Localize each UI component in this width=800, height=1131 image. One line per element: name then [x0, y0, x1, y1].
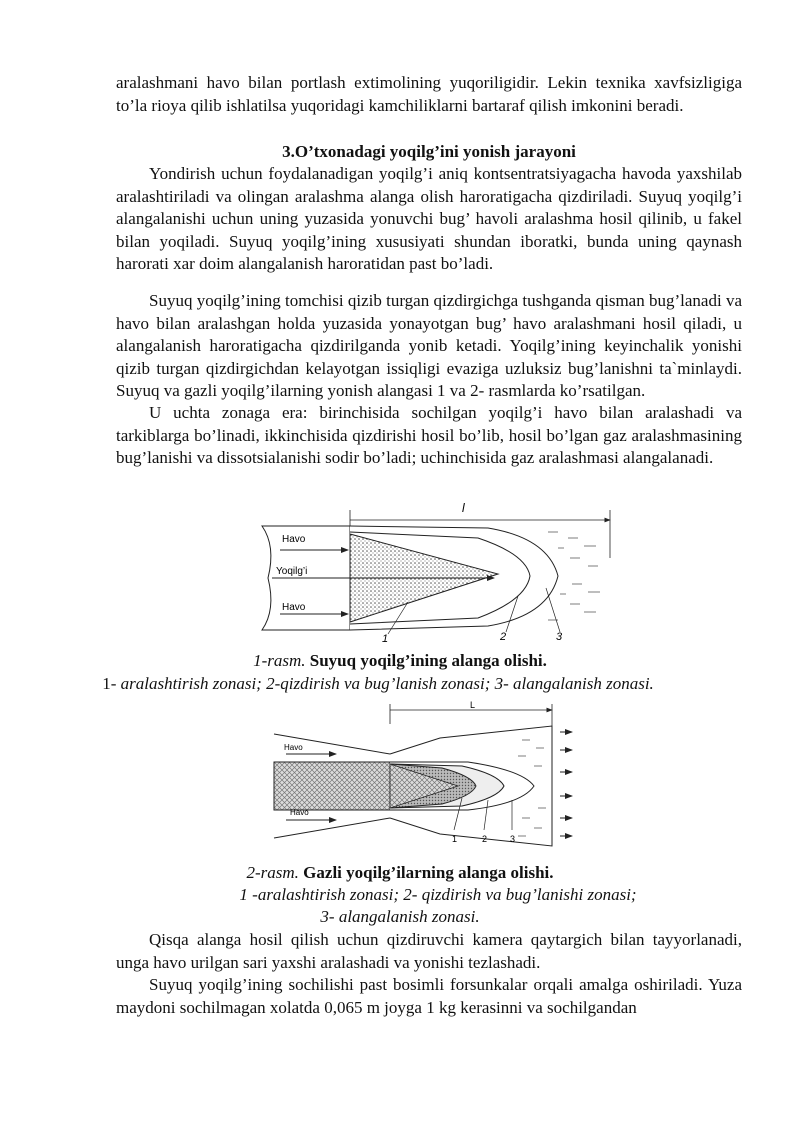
- paragraph-2: Suyuq yoqilg’ining tomchisi qizib turgan qizdirgichga tushganda qisman bug’lanadi va havo bilan aralashgan holda yuzasida yonayotgan bug’ havo aralashmani hosil qiladi, u alangalanish haroratigacha qizdirilganda yonib ketadi. Yoqilg’ining keyinchalik yonishi qizib turgan qizdirgichdan kelayotgan issiqligi evaziga uzluksiz bug’lanishni ta`minlaydi. Suyuq va gazli yoqilg’ilarning yonish alangasi 1 va 2- rasmlarda ko’rsatilgan.: [116, 291, 742, 401]
- zone-3-number-2: 3: [510, 834, 516, 844]
- paragraph-5: Suyuq yoqilg’ining sochilishi past bosimli forsunkalar orqali amalga oshiriladi. Yuza maydoni sochilmagan xolatda 0,065 m joyga 1 kg kerasinni va sochilgandan: [116, 975, 742, 1017]
- length-label: l: [462, 501, 465, 515]
- label-havo-top: Havo: [282, 534, 306, 545]
- figure-2-gas-flame: [272, 700, 602, 848]
- zone-3-number: 3: [556, 631, 563, 643]
- paragraph-3: U uchta zonaga era: birinchisida sochilgan yoqilg’i havo bilan aralashadi va tarkiblarga bo’linadi, ikkinchisida qizdirishi hosil bo’lib, hosil bo’lgan gaz aralashmasining bug’lanishi va dissotsialanishi sodir bo’ladi; uchinchisida gaz aralashmasi alangalanadi.: [116, 403, 742, 468]
- label-havo-top-2: Havo: [284, 743, 303, 752]
- label-havo-bottom-2: Havo: [290, 808, 309, 817]
- figure-1-description: 1- aralashtirish zonasi; 2-qizdirish va bug’lanish zonasi; 3- alangalanish zonasi.: [102, 674, 654, 693]
- zone-1-number-2: 1: [452, 834, 458, 844]
- figure-1-liquid-flame: [258, 498, 618, 643]
- zone-1-number: 1: [382, 633, 389, 643]
- section-title: 3.O’txonadagi yoqilg’ini yonish jarayoni: [282, 142, 576, 161]
- zone-2-number-2: 2: [482, 834, 488, 844]
- figure-1-caption: [0, 650, 800, 673]
- figure-1-title: Suyuq yoqilg’ining alanga olishi.: [309, 651, 547, 670]
- paragraph-intro: aralashmani havo bilan portlash extimolining yuqoriligidir. Lekin texnika xavfsizligiga to’la rioya qilib ishlatilsa yuqoridagi kamchiliklarni bartaraf qilish imkonini beradi.: [116, 73, 742, 115]
- zone-2-number: 2: [500, 631, 507, 643]
- paragraph-4: Qisqa alanga hosil qilish uchun qizdiruvchi kamera qaytargich bilan tayyorlanadi, unga havo urilgan sari yaxshi aralashadi va yonishi tezlashadi.: [116, 930, 742, 972]
- figure-2-title: Gazli yoqilg’ilarning alanga olishi.: [303, 863, 554, 882]
- label-fuel: Yoqilg’i: [276, 566, 308, 577]
- label-havo-bottom: Havo: [282, 602, 306, 613]
- figure-2-description-line-1: 1 -aralashtirish zonasi; 2- qizdirish va bug’lanishi zonasi;: [239, 885, 637, 904]
- figure-2-number: 2-rasm.: [246, 863, 299, 882]
- figure-1-number: 1-rasm.: [253, 651, 306, 670]
- figure-2-description-line-2: 3- alangalanish zonasi.: [320, 907, 480, 926]
- length-label-2: L: [470, 700, 476, 710]
- figure-2-caption: [0, 862, 800, 885]
- paragraph-1: Yondirish uchun foydalanadigan yoqilg’i aniq kontsentratsiyagacha havoda yaxshilab aralashtiriladi va olingan aralashma alanga olish haroratigacha qizdiriladi. Suyuq yoqilg’i alangalanishi uchun uning yuzasida yonuvchi bug’ havoli aralashma hosil qilinib, u fakel bilan yoqiladi. Suyuq yoqilg’ining xususiyati shundan iboratki, bunda uning qaynash harorati xar doim alangalanish haroratidan past bo’ladi.: [116, 164, 742, 274]
